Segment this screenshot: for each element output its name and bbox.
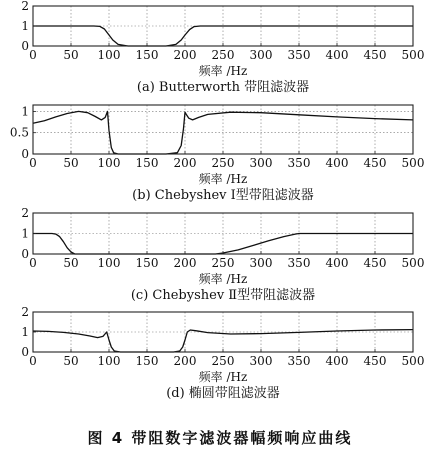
x-tick-label: 200 bbox=[173, 256, 197, 270]
y-tick-label: 0 bbox=[21, 345, 29, 359]
x-tick-label: 350 bbox=[287, 48, 311, 62]
y-tick-label: 2 bbox=[21, 206, 29, 220]
x-tick-label: 150 bbox=[135, 156, 159, 170]
x-tick-label: 100 bbox=[97, 156, 121, 170]
x-tick-label: 450 bbox=[363, 48, 387, 62]
x-tick-label: 250 bbox=[211, 354, 235, 368]
x-tick-label: 100 bbox=[97, 48, 121, 62]
x-tick-label: 500 bbox=[401, 156, 425, 170]
x-tick-label: 350 bbox=[287, 354, 311, 368]
x-tick-label: 250 bbox=[211, 256, 235, 270]
x-tick-label: 300 bbox=[249, 256, 273, 270]
x-axis-label: 频率 /Hz bbox=[198, 172, 248, 186]
x-tick-label: 0 bbox=[29, 354, 37, 368]
x-tick-label: 150 bbox=[135, 354, 159, 368]
x-axis-label: 频率 /Hz bbox=[198, 272, 248, 286]
panel-caption: (c) Chebyshev Ⅱ型带阻滤波器 bbox=[130, 288, 316, 303]
x-tick-label: 350 bbox=[287, 156, 311, 170]
panel-caption: (b) Chebyshev Ⅰ型带阻滤波器 bbox=[132, 188, 314, 203]
x-tick-label: 400 bbox=[325, 256, 349, 270]
x-axis-label: 频率 /Hz bbox=[198, 64, 248, 78]
x-tick-label: 250 bbox=[211, 48, 235, 62]
x-tick-label: 300 bbox=[249, 48, 273, 62]
y-tick-label: 1 bbox=[21, 104, 29, 119]
x-tick-label: 100 bbox=[97, 256, 121, 270]
y-tick-label: 0.5 bbox=[9, 125, 29, 140]
x-tick-label: 0 bbox=[29, 256, 37, 270]
x-tick-label: 50 bbox=[63, 156, 79, 170]
x-tick-label: 500 bbox=[401, 354, 425, 368]
x-tick-label: 0 bbox=[29, 156, 37, 170]
x-tick-label: 50 bbox=[63, 256, 79, 270]
y-tick-label: 1 bbox=[21, 19, 29, 33]
x-tick-label: 400 bbox=[325, 156, 349, 170]
y-tick-label: 0 bbox=[21, 147, 29, 161]
x-tick-label: 300 bbox=[249, 354, 273, 368]
x-tick-label: 50 bbox=[63, 354, 79, 368]
x-tick-label: 250 bbox=[211, 156, 235, 170]
x-tick-label: 100 bbox=[97, 354, 121, 368]
x-axis-label: 频率 /Hz bbox=[198, 370, 248, 384]
x-tick-label: 50 bbox=[63, 48, 79, 62]
y-tick-label: 0 bbox=[21, 39, 29, 53]
y-tick-label: 1 bbox=[21, 325, 29, 339]
x-tick-label: 450 bbox=[363, 256, 387, 270]
x-tick-label: 450 bbox=[363, 156, 387, 170]
x-tick-label: 200 bbox=[173, 354, 197, 368]
x-tick-label: 400 bbox=[325, 48, 349, 62]
x-tick-label: 300 bbox=[249, 156, 273, 170]
x-tick-label: 500 bbox=[401, 256, 425, 270]
panel-caption: (d) 椭圆带阻滤波器 bbox=[166, 386, 280, 401]
y-tick-label: 0 bbox=[21, 247, 29, 261]
x-tick-label: 350 bbox=[287, 256, 311, 270]
y-tick-label: 2 bbox=[21, 0, 29, 13]
x-tick-label: 150 bbox=[135, 256, 159, 270]
y-tick-label: 2 bbox=[21, 305, 29, 319]
x-tick-label: 500 bbox=[401, 48, 425, 62]
x-tick-label: 450 bbox=[363, 354, 387, 368]
x-tick-label: 150 bbox=[135, 48, 159, 62]
x-tick-label: 0 bbox=[29, 48, 37, 62]
x-tick-label: 200 bbox=[173, 48, 197, 62]
figure-caption: 图 4 带阻数字滤波器幅频响应曲线 bbox=[87, 429, 353, 447]
x-tick-label: 400 bbox=[325, 354, 349, 368]
panel-caption: (a) Butterworth 带阻滤波器 bbox=[136, 80, 310, 95]
x-tick-label: 200 bbox=[173, 156, 197, 170]
y-tick-label: 1 bbox=[21, 226, 29, 241]
